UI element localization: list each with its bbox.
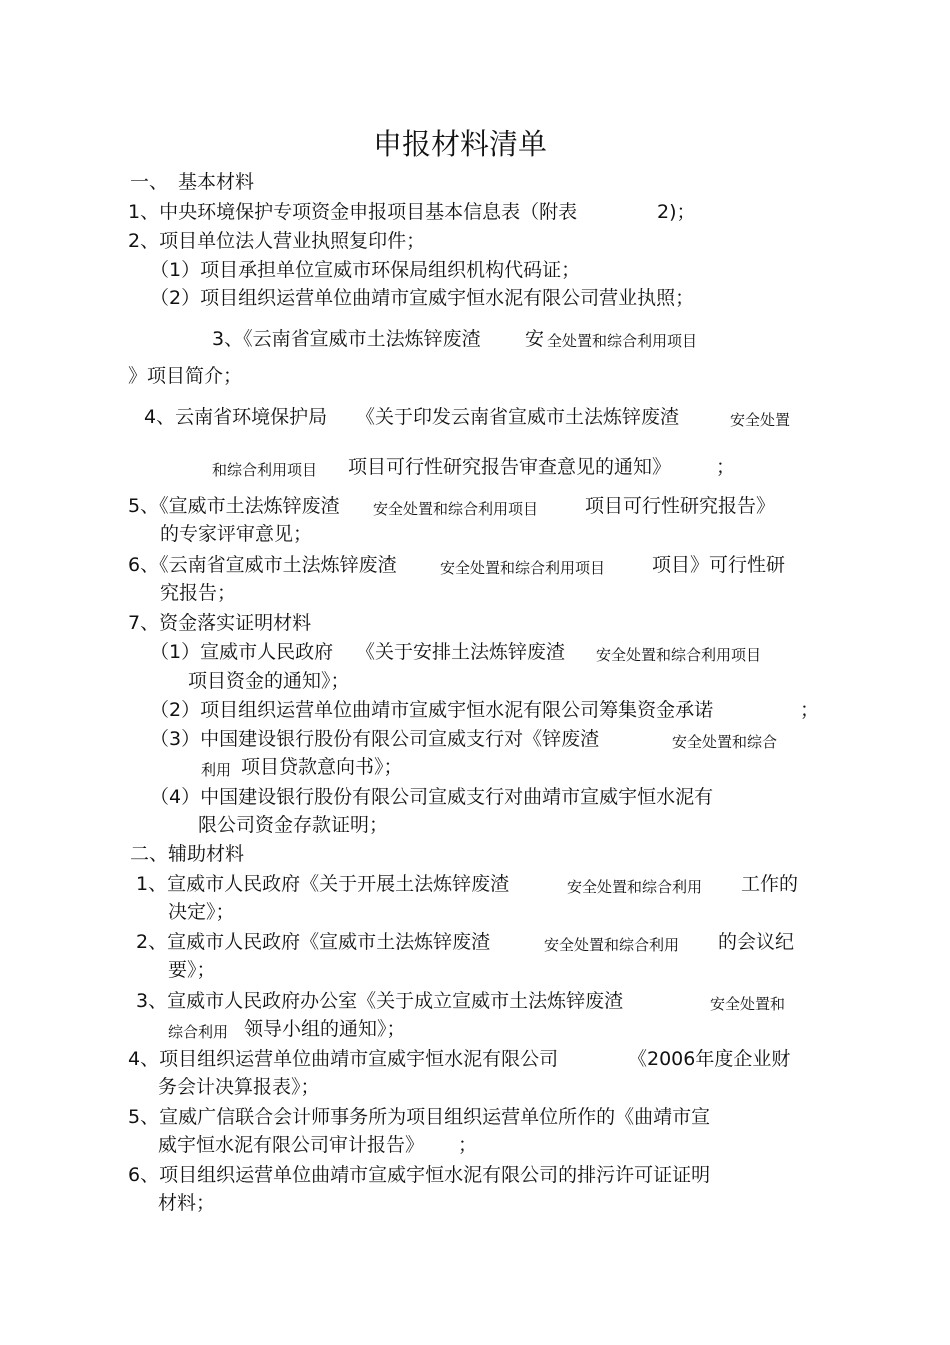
s1-item4-end: ； bbox=[716, 456, 736, 478]
s2-item3-text: 3、宣威市人民政府办公室《关于成立宣威市土法炼锌废渣 bbox=[136, 990, 624, 1012]
section1-number: 一、 bbox=[130, 171, 169, 193]
s1-item7-sub1-end: 项目资金的通知》； bbox=[188, 670, 350, 692]
s1-item5-small: 安全处置和综合利用项目 bbox=[373, 500, 539, 518]
s1-item1-tail: 2)； bbox=[657, 201, 696, 223]
s1-item2-sub2: （2）项目组织运营单位曲靖市宣威宇恒水泥有限公司营业执照； bbox=[150, 287, 695, 309]
s1-item4-title: 《关于印发云南省宣威市土法炼锌废渣 bbox=[356, 406, 680, 428]
s1-item7-sub3-end: 项目贷款意向书》； bbox=[241, 756, 403, 778]
s1-item7-sub2-text: （2）项目组织运营单位曲靖市宣威宇恒水泥有限公司筹集资金承诺 bbox=[150, 699, 714, 721]
s1-item2: 2、项目单位法人营业执照复印件； bbox=[128, 230, 426, 252]
s1-item7-sub2-end: ； bbox=[800, 699, 820, 721]
s2-item3-small1: 安全处置和 bbox=[710, 995, 786, 1013]
s1-item7-sub4-end: 限公司资金存款证明； bbox=[198, 814, 389, 836]
s2-item5-text: 5、宣威广信联合会计师事务所为项目组织运营单位所作的《曲靖市宣 bbox=[128, 1106, 711, 1128]
s2-item6-text: 6、项目组织运营单位曲靖市宣威宇恒水泥有限公司的排污许可证证明 bbox=[128, 1164, 711, 1186]
page-title: 申报材料清单 bbox=[373, 127, 548, 161]
s2-item1-small: 安全处置和综合利用 bbox=[567, 878, 703, 896]
s1-item4-small2: 和综合利用项目 bbox=[212, 461, 318, 479]
s2-item2-end: 要》； bbox=[168, 959, 216, 981]
s1-item7: 7、资金落实证明材料 bbox=[128, 612, 312, 634]
s1-item4-title2: 项目可行性研究报告审查意见的通知》 bbox=[348, 456, 672, 478]
s1-item3-small: 全处置和综合利用项目 bbox=[547, 332, 698, 350]
s1-item7-sub3-text: （3）中国建设银行股份有限公司宣威支行对《锌废渣 bbox=[150, 728, 600, 750]
s2-item2-text: 2、宣威市人民政府《宣威市土法炼锌废渣 bbox=[136, 931, 491, 953]
s2-item4-end: 务会计决算报表》； bbox=[158, 1076, 320, 1098]
s1-item1-text: 1、中央环境保护专项资金申报项目基本信息表（附表 bbox=[128, 201, 578, 223]
s2-item4-title: 《2006年度企业财 bbox=[628, 1048, 791, 1070]
s1-item2-sub1: （1）项目承担单位宣威市环保局组织机构代码证； bbox=[150, 259, 581, 281]
s1-item5-end: 的专家评审意见； bbox=[160, 523, 313, 545]
s1-item7-sub1-title: 《关于安排土法炼锌废渣 bbox=[356, 641, 566, 663]
s1-item6-end: 究报告； bbox=[160, 582, 237, 604]
s1-item6-small: 安全处置和综合利用项目 bbox=[440, 559, 606, 577]
s1-item3-text: 3、《云南省宣威市土法炼锌废渣 bbox=[212, 328, 481, 350]
s1-item6-title: 项目》可行性研 bbox=[652, 554, 786, 576]
s2-item1-text: 1、宣威市人民政府《关于开展土法炼锌废渣 bbox=[136, 873, 510, 895]
s2-item1-end: 决定》； bbox=[168, 901, 235, 923]
s2-item2-tail: 的会议纪 bbox=[718, 931, 795, 953]
s1-item3-part: 安 bbox=[525, 328, 545, 350]
s2-item6-end: 材料； bbox=[158, 1192, 216, 1214]
s1-item5-title: 项目可行性研究报告》 bbox=[585, 495, 776, 517]
s1-item7-sub4-text: （4）中国建设银行股份有限公司宣威支行对曲靖市宣威宇恒水泥有 bbox=[150, 786, 714, 808]
s2-item4-text: 4、项目组织运营单位曲靖市宣威宇恒水泥有限公司 bbox=[128, 1048, 559, 1070]
s1-item7-sub3-small2: 利用 bbox=[201, 761, 232, 779]
s2-item5-cont: 威宇恒水泥有限公司审计报告》 bbox=[158, 1134, 425, 1156]
s1-item7-sub3-small1: 安全处置和综合 bbox=[672, 733, 778, 751]
section2-heading: 二、辅助材料 bbox=[130, 843, 245, 865]
section1-heading: 基本材料 bbox=[178, 171, 255, 193]
s1-item6-text: 6、《云南省宣威市土法炼锌废渣 bbox=[128, 554, 397, 576]
s2-item1-tail: 工作的 bbox=[741, 873, 799, 895]
s2-item5-end: ； bbox=[458, 1134, 478, 1156]
s1-item7-sub1-text: （1）宣威市人民政府 bbox=[150, 641, 334, 663]
s1-item5-text: 5、《宣威市土法炼锌废渣 bbox=[128, 495, 340, 517]
s1-item3-end: 》项目简介； bbox=[128, 365, 243, 387]
s1-item4-text: 4、云南省环境保护局 bbox=[144, 406, 328, 428]
s2-item3-end: 领导小组的通知》； bbox=[244, 1018, 406, 1040]
s2-item2-small: 安全处置和综合利用 bbox=[544, 936, 680, 954]
s2-item3-small2: 综合利用 bbox=[168, 1023, 229, 1041]
s1-item4-small1: 安全处置 bbox=[730, 411, 791, 429]
s1-item7-sub1-small: 安全处置和综合利用项目 bbox=[596, 646, 762, 664]
